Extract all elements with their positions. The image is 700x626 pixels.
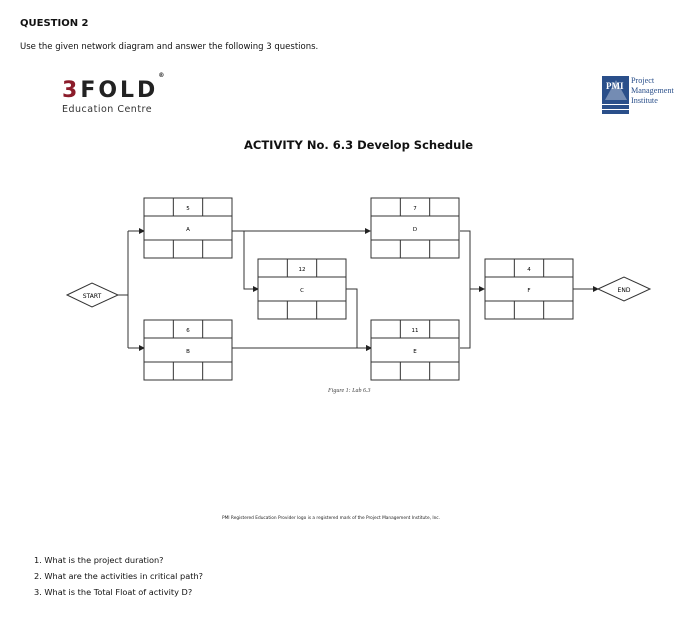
activity-name: F	[527, 288, 531, 294]
question-heading: QUESTION 2	[20, 18, 89, 29]
activity-duration: 4	[527, 267, 531, 273]
question-item: 1. What is the project duration?	[34, 555, 164, 565]
registered-mark: ®	[158, 71, 165, 79]
activity-name: C	[300, 288, 304, 294]
question-list	[34, 552, 203, 600]
activity-node-b	[144, 320, 232, 380]
activity-name: A	[186, 227, 190, 233]
end-label: END	[617, 287, 631, 294]
question-item: 2. What are the activities in critical path?	[34, 571, 203, 581]
activity-name: B	[186, 349, 190, 355]
arrow-d-to-f	[460, 231, 484, 289]
arrow-c-to-e	[346, 289, 371, 348]
start-label: START	[82, 293, 102, 300]
pmi-badge: PMI	[606, 81, 624, 91]
activity-node-c	[258, 259, 346, 319]
activity-duration: 6	[186, 328, 190, 334]
activity-name: D	[412, 227, 418, 233]
start-node	[67, 283, 118, 307]
logo-word: FOLD	[80, 78, 159, 103]
activity-duration: 11	[411, 328, 419, 334]
pmi-line-2: Management	[631, 86, 674, 95]
activity-node-e	[371, 320, 459, 380]
footer-note: PMI Registered Education Provider logo is a registered mark of the Project Management Institute, Inc.	[222, 516, 441, 521]
pmi-line-1: Project	[631, 76, 655, 85]
pmi-line-3: Institute	[631, 96, 658, 105]
activity-duration: 12	[298, 267, 306, 273]
instruction-text: Use the given network diagram and answer the following 3 questions.	[20, 42, 319, 52]
logo-subtitle: Education Centre	[62, 104, 153, 115]
activity-title: ACTIVITY No. 6.3 Develop Schedule	[244, 138, 474, 152]
end-node	[598, 277, 650, 301]
figure-caption: Figure 1: Lab 6.3	[328, 388, 371, 394]
question-item: 3. What is the Total Float of activity D?	[34, 587, 193, 597]
activity-duration: 7	[413, 206, 417, 212]
activity-node-a	[144, 198, 232, 258]
activity-name: E	[413, 349, 417, 355]
arrow-a-to-c	[232, 231, 258, 289]
logo-number: 3	[62, 78, 81, 103]
arrow-e-to-f	[460, 289, 470, 348]
activity-node-f	[485, 259, 573, 319]
activity-node-d	[371, 198, 459, 258]
activity-duration: 5	[186, 206, 190, 212]
